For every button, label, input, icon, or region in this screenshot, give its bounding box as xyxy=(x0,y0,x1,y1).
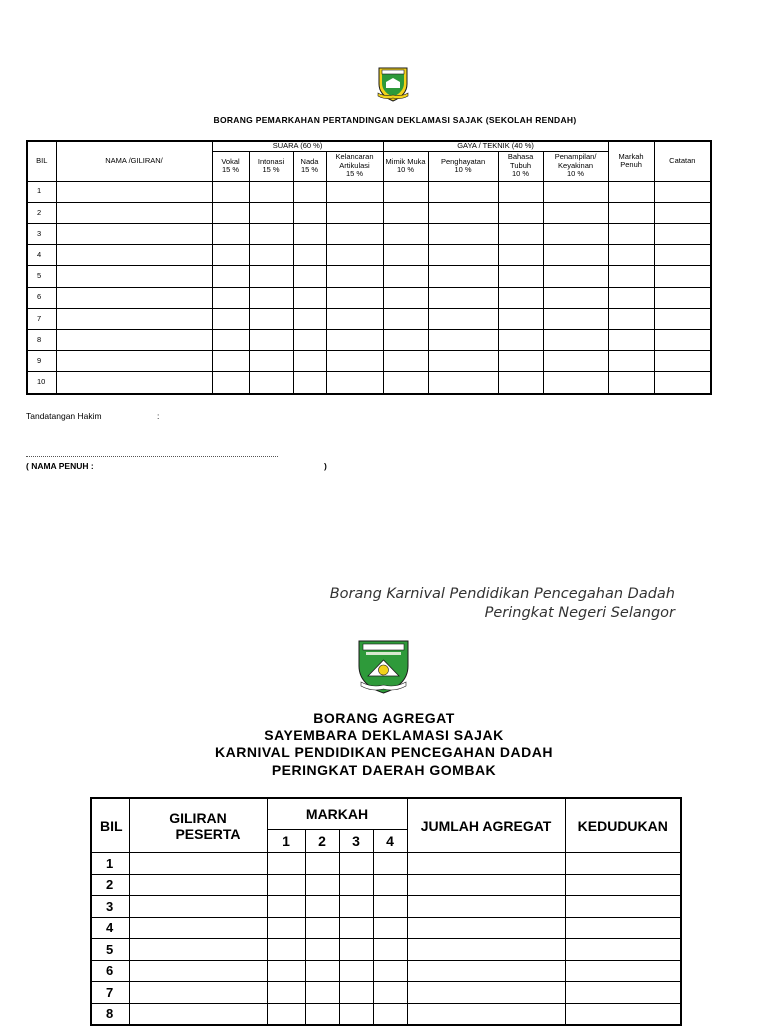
header-kelancaran: Kelancaran Artikulasi 15 % xyxy=(326,151,383,181)
score-cell[interactable] xyxy=(212,202,249,223)
nama-penuh-label: ( NAMA PENUH : xyxy=(26,461,94,471)
header-markah-penuh: Markah Penuh xyxy=(608,141,654,181)
aggregate-cell[interactable] xyxy=(129,960,267,982)
header-vokal: Vokal 15 % xyxy=(212,151,249,181)
aggregate-cell[interactable] xyxy=(373,874,407,896)
header-catatan: Catatan xyxy=(654,141,711,181)
score-cell[interactable] xyxy=(383,308,428,329)
score-cell[interactable] xyxy=(428,287,498,308)
score-cell[interactable] xyxy=(654,181,711,202)
aggregate-cell[interactable] xyxy=(305,896,339,918)
table-row xyxy=(27,351,711,372)
table-row xyxy=(27,329,711,350)
score-cell[interactable] xyxy=(498,308,543,329)
aggregate-cell[interactable] xyxy=(339,939,373,961)
score-cell[interactable] xyxy=(654,245,711,266)
header-bil: BIL xyxy=(27,141,56,181)
score-cell[interactable] xyxy=(326,202,383,223)
score-cell[interactable] xyxy=(249,308,293,329)
score-cell[interactable] xyxy=(326,266,383,287)
score-cell[interactable] xyxy=(428,202,498,223)
form2-header-line1: Borang Karnival Pendidikan Pencegahan Dadah xyxy=(329,586,675,602)
score-cell[interactable] xyxy=(212,224,249,245)
row-number: 5 xyxy=(27,266,56,287)
aggregate-cell[interactable] xyxy=(339,874,373,896)
row-number: 8 xyxy=(27,329,56,350)
score-cell[interactable] xyxy=(608,372,654,394)
score-cell[interactable] xyxy=(428,329,498,350)
table-row xyxy=(91,896,681,918)
signature-line xyxy=(26,456,278,457)
score-cell[interactable] xyxy=(326,351,383,372)
score-cell[interactable] xyxy=(383,329,428,350)
score-cell[interactable] xyxy=(56,181,212,202)
score-cell[interactable] xyxy=(383,245,428,266)
table-row xyxy=(91,982,681,1004)
score-cell[interactable] xyxy=(249,266,293,287)
score-cell[interactable] xyxy=(654,266,711,287)
score-cell[interactable] xyxy=(293,372,326,394)
score-cell[interactable] xyxy=(498,245,543,266)
aggregate-cell[interactable] xyxy=(407,960,565,982)
score-cell[interactable] xyxy=(293,245,326,266)
score-cell[interactable] xyxy=(293,181,326,202)
score-cell[interactable] xyxy=(326,287,383,308)
aggregate-cell[interactable] xyxy=(339,960,373,982)
score-cell[interactable] xyxy=(654,308,711,329)
form2-title-line4: PERINGKAT DAERAH GOMBAK xyxy=(271,762,497,778)
score-cell[interactable] xyxy=(56,202,212,223)
score-cell[interactable] xyxy=(428,372,498,394)
score-cell[interactable] xyxy=(383,224,428,245)
row-number: 1 xyxy=(27,181,56,202)
aggregate-cell[interactable] xyxy=(565,853,681,875)
score-cell[interactable] xyxy=(293,266,326,287)
score-cell[interactable] xyxy=(543,245,608,266)
score-cell[interactable] xyxy=(249,224,293,245)
aggregate-cell[interactable] xyxy=(339,853,373,875)
score-cell[interactable] xyxy=(428,224,498,245)
score-cell[interactable] xyxy=(428,245,498,266)
score-cell[interactable] xyxy=(498,351,543,372)
score-cell[interactable] xyxy=(293,351,326,372)
row-number: 4 xyxy=(27,245,56,266)
school-crest-icon xyxy=(376,66,410,102)
aggregate-cell[interactable] xyxy=(565,1003,681,1025)
aggregate-cell[interactable] xyxy=(305,939,339,961)
aggregate-cell[interactable] xyxy=(305,917,339,939)
aggregate-cell[interactable] xyxy=(129,1003,267,1025)
form2-title-line1: BORANG AGREGAT xyxy=(313,710,455,726)
aggregate-cell[interactable] xyxy=(339,1003,373,1025)
aggregate-cell[interactable] xyxy=(407,982,565,1004)
aggregate-cell[interactable] xyxy=(565,917,681,939)
table-row xyxy=(91,960,681,982)
aggregate-table xyxy=(90,797,682,1026)
score-cell[interactable] xyxy=(428,266,498,287)
score-cell[interactable] xyxy=(383,372,428,394)
header-nada: Nada 15 % xyxy=(293,151,326,181)
score-cell[interactable] xyxy=(608,181,654,202)
score-cell[interactable] xyxy=(543,224,608,245)
table-row xyxy=(27,202,711,223)
header-intonasi: Intonasi 15 % xyxy=(249,151,293,181)
row-number: 3 xyxy=(27,224,56,245)
aggregate-cell[interactable] xyxy=(373,896,407,918)
table-row xyxy=(91,853,681,875)
scoring-table xyxy=(26,140,712,395)
aggregate-cell[interactable] xyxy=(305,982,339,1004)
table-row xyxy=(27,372,711,394)
score-cell[interactable] xyxy=(543,202,608,223)
score-cell[interactable] xyxy=(383,202,428,223)
row-number: 10 xyxy=(27,372,56,394)
score-cell[interactable] xyxy=(654,372,711,394)
signature-label: Tandatangan Hakim xyxy=(26,411,102,421)
score-cell[interactable] xyxy=(608,202,654,223)
score-cell[interactable] xyxy=(249,287,293,308)
score-cell[interactable] xyxy=(56,287,212,308)
score-cell[interactable] xyxy=(383,266,428,287)
aggregate-cell[interactable] xyxy=(407,939,565,961)
aggregate-cell[interactable] xyxy=(129,853,267,875)
aggregate-cell[interactable] xyxy=(565,896,681,918)
nama-penuh-close: ) xyxy=(324,461,327,471)
row-number: 7 xyxy=(27,308,56,329)
form1-title: BORANG PEMARKAHAN PERTANDINGAN DEKLAMASI SAJAK (SEKOLAH RENDAH) xyxy=(213,115,577,125)
score-cell[interactable] xyxy=(249,245,293,266)
score-cell[interactable] xyxy=(498,181,543,202)
score-cell[interactable] xyxy=(654,329,711,350)
score-cell[interactable] xyxy=(608,224,654,245)
score-cell[interactable] xyxy=(608,287,654,308)
score-cell[interactable] xyxy=(543,351,608,372)
score-cell[interactable] xyxy=(326,329,383,350)
score-cell[interactable] xyxy=(212,372,249,394)
aggregate-cell[interactable] xyxy=(373,1003,407,1025)
score-cell[interactable] xyxy=(654,202,711,223)
signature-colon: : xyxy=(157,411,160,421)
aggregate-cell[interactable] xyxy=(129,896,267,918)
score-cell[interactable] xyxy=(498,224,543,245)
form2-title-line2: SAYEMBARA DEKLAMASI SAJAK xyxy=(264,727,504,743)
aggregate-cell[interactable] xyxy=(373,982,407,1004)
form2-header-line2: Peringkat Negeri Selangor xyxy=(484,605,675,621)
score-cell[interactable] xyxy=(212,245,249,266)
score-cell[interactable] xyxy=(543,308,608,329)
score-cell[interactable] xyxy=(608,329,654,350)
score-cell[interactable] xyxy=(543,181,608,202)
row-number: 8 xyxy=(91,1003,129,1025)
score-cell[interactable] xyxy=(326,308,383,329)
score-cell[interactable] xyxy=(543,329,608,350)
aggregate-cell[interactable] xyxy=(407,1003,565,1025)
row-number: 9 xyxy=(27,351,56,372)
header-nama: NAMA /GILIRAN/ xyxy=(56,141,212,181)
agg-header-kedudukan: KEDUDUKAN xyxy=(565,798,681,853)
score-cell[interactable] xyxy=(608,308,654,329)
score-cell[interactable] xyxy=(249,202,293,223)
score-cell[interactable] xyxy=(293,329,326,350)
aggregate-cell[interactable] xyxy=(407,874,565,896)
aggregate-cell[interactable] xyxy=(267,896,305,918)
aggregate-cell[interactable] xyxy=(565,982,681,1004)
table-row xyxy=(27,181,711,202)
row-number: 6 xyxy=(27,287,56,308)
row-number: 6 xyxy=(91,960,129,982)
score-cell[interactable] xyxy=(326,245,383,266)
aggregate-cell[interactable] xyxy=(267,1003,305,1025)
aggregate-cell[interactable] xyxy=(339,896,373,918)
agg-header-m2: 2 xyxy=(305,830,339,853)
aggregate-cell[interactable] xyxy=(305,960,339,982)
score-cell[interactable] xyxy=(383,287,428,308)
score-cell[interactable] xyxy=(212,329,249,350)
aggregate-cell[interactable] xyxy=(129,917,267,939)
header-penghayatan: Penghayatan 10 % xyxy=(428,151,498,181)
aggregate-cell[interactable] xyxy=(407,917,565,939)
header-suara: SUARA (60 %) xyxy=(212,141,383,151)
table-row xyxy=(91,1003,681,1025)
score-cell[interactable] xyxy=(383,351,428,372)
score-cell[interactable] xyxy=(293,287,326,308)
header-penampilan: Penampilan/ Keyakinan 10 % xyxy=(543,151,608,181)
row-number: 2 xyxy=(27,202,56,223)
aggregate-cell[interactable] xyxy=(339,917,373,939)
score-cell[interactable] xyxy=(293,308,326,329)
score-cell[interactable] xyxy=(249,351,293,372)
table-row xyxy=(91,917,681,939)
aggregate-cell[interactable] xyxy=(129,982,267,1004)
aggregate-cell[interactable] xyxy=(373,853,407,875)
score-cell[interactable] xyxy=(212,266,249,287)
header-gaya: GAYA / TEKNIK (40 %) xyxy=(383,141,608,151)
score-cell[interactable] xyxy=(654,351,711,372)
score-cell[interactable] xyxy=(212,287,249,308)
school-crest-icon xyxy=(356,638,411,695)
aggregate-cell[interactable] xyxy=(305,874,339,896)
score-cell[interactable] xyxy=(498,266,543,287)
score-cell[interactable] xyxy=(498,372,543,394)
aggregate-cell[interactable] xyxy=(565,960,681,982)
row-number: 7 xyxy=(91,982,129,1004)
aggregate-cell[interactable] xyxy=(129,939,267,961)
row-number: 3 xyxy=(91,896,129,918)
agg-header-m1: 1 xyxy=(267,830,305,853)
score-cell[interactable] xyxy=(654,287,711,308)
table-row xyxy=(91,939,681,961)
score-cell[interactable] xyxy=(428,308,498,329)
score-cell[interactable] xyxy=(249,329,293,350)
form2-title-line3: KARNIVAL PENDIDIKAN PENCEGAHAN DADAH xyxy=(215,744,553,760)
row-number: 1 xyxy=(91,853,129,875)
aggregate-cell[interactable] xyxy=(267,939,305,961)
row-number: 2 xyxy=(91,874,129,896)
score-cell[interactable] xyxy=(498,287,543,308)
aggregate-cell[interactable] xyxy=(267,960,305,982)
score-cell[interactable] xyxy=(608,245,654,266)
agg-header-bil: BIL xyxy=(91,798,129,853)
aggregate-cell[interactable] xyxy=(407,853,565,875)
aggregate-cell[interactable] xyxy=(339,982,373,1004)
agg-header-m4: 4 xyxy=(373,830,407,853)
score-cell[interactable] xyxy=(498,329,543,350)
agg-header-giliran: GILIRAN PESERTA xyxy=(129,798,267,853)
score-cell[interactable] xyxy=(212,351,249,372)
score-cell[interactable] xyxy=(293,224,326,245)
row-number: 4 xyxy=(91,917,129,939)
table-row xyxy=(27,287,711,308)
aggregate-cell[interactable] xyxy=(267,982,305,1004)
score-cell[interactable] xyxy=(56,308,212,329)
aggregate-cell[interactable] xyxy=(373,960,407,982)
score-cell[interactable] xyxy=(249,181,293,202)
score-cell[interactable] xyxy=(326,372,383,394)
header-mimik: Mimik Muka 10 % xyxy=(383,151,428,181)
aggregate-cell[interactable] xyxy=(407,896,565,918)
agg-header-jumlah: JUMLAH AGREGAT xyxy=(407,798,565,853)
score-cell[interactable] xyxy=(428,181,498,202)
table-row xyxy=(27,308,711,329)
table-row xyxy=(27,266,711,287)
score-cell[interactable] xyxy=(543,372,608,394)
score-cell[interactable] xyxy=(56,245,212,266)
score-cell[interactable] xyxy=(543,266,608,287)
aggregate-cell[interactable] xyxy=(129,874,267,896)
score-cell[interactable] xyxy=(56,329,212,350)
score-cell[interactable] xyxy=(212,181,249,202)
score-cell[interactable] xyxy=(428,351,498,372)
table-row xyxy=(91,874,681,896)
agg-header-markah: MARKAH xyxy=(267,798,407,830)
score-cell[interactable] xyxy=(56,372,212,394)
aggregate-cell[interactable] xyxy=(305,1003,339,1025)
score-cell[interactable] xyxy=(56,351,212,372)
score-cell[interactable] xyxy=(543,287,608,308)
aggregate-cell[interactable] xyxy=(267,874,305,896)
score-cell[interactable] xyxy=(654,224,711,245)
score-cell[interactable] xyxy=(56,266,212,287)
aggregate-cell[interactable] xyxy=(267,917,305,939)
score-cell[interactable] xyxy=(326,181,383,202)
header-bahasa: Bahasa Tubuh 10 % xyxy=(498,151,543,181)
score-cell[interactable] xyxy=(383,181,428,202)
score-cell[interactable] xyxy=(249,372,293,394)
agg-header-m3: 3 xyxy=(339,830,373,853)
aggregate-cell[interactable] xyxy=(565,939,681,961)
score-cell[interactable] xyxy=(293,202,326,223)
row-number: 5 xyxy=(91,939,129,961)
score-cell[interactable] xyxy=(608,351,654,372)
table-row xyxy=(27,245,711,266)
table-row xyxy=(27,224,711,245)
aggregate-cell[interactable] xyxy=(373,917,407,939)
aggregate-cell[interactable] xyxy=(305,853,339,875)
aggregate-cell[interactable] xyxy=(373,939,407,961)
score-cell[interactable] xyxy=(212,308,249,329)
score-cell[interactable] xyxy=(326,224,383,245)
aggregate-cell[interactable] xyxy=(267,853,305,875)
score-cell[interactable] xyxy=(608,266,654,287)
score-cell[interactable] xyxy=(56,224,212,245)
score-cell[interactable] xyxy=(498,202,543,223)
aggregate-cell[interactable] xyxy=(565,874,681,896)
